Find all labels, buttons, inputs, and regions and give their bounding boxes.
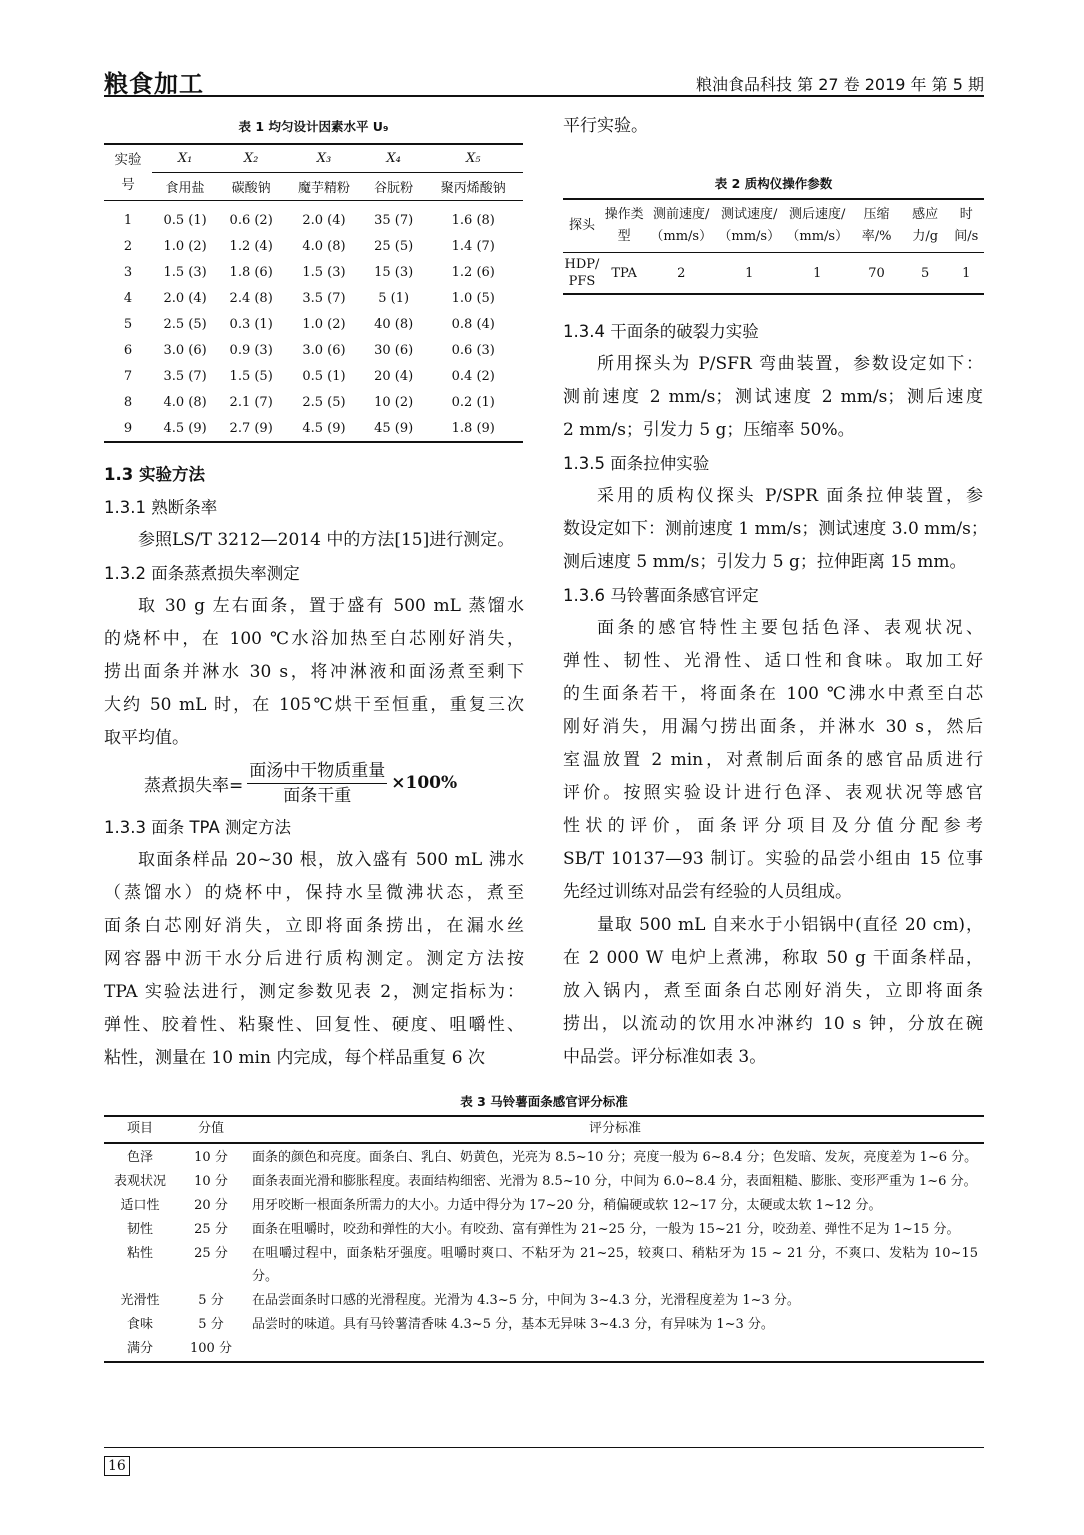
section-heading: 1.3.2 面条蒸煮损失率测定 [104,564,300,583]
table1-cell: 1.6 (8) [451,212,495,228]
table2-header: 测试速度/（mm/s） [718,207,781,244]
section-heading: 1.3.4 干面条的破裂力实验 [563,322,759,341]
paragraph-line: （蒸馏水）的烧杯中，保持水呈微沸状态，煮至 [104,883,524,903]
section-heading: 1.3.3 面条 TPA 测定方法 [104,818,291,837]
table3-score: 20 分 [194,1198,228,1213]
paragraph-line: 放入锅内，煮至面条白芯刚好消失，立即将面条 [563,981,983,1001]
table1-cell: 4.0 (8) [163,394,207,410]
table1-cell: 1.5 (3) [302,264,346,280]
table1-cell: 6 [123,342,133,358]
table3-score: 25 分 [194,1246,228,1261]
paragraph-line: 弹性、胶着性、粘聚性、回复性、硬度、咀嚼性、 [104,1015,524,1035]
table1-cell: 0.9 (3) [229,342,273,358]
table1-cell: 2.0 (4) [163,290,207,306]
table1-cell: 40 (8) [374,316,414,332]
table3-criteria [246,1337,984,1362]
paragraph-line: 的烧杯中，在 100 ℃水浴加热至白芯刚好消失， [104,629,524,649]
formula-fraction [247,759,387,808]
table1-cell: 5 [123,316,133,332]
table3-score: 25 分 [194,1222,228,1237]
table1-name-row [104,173,523,201]
table3-criteria: 面条表面光滑和膨胀程度。表面结构细密、光滑为 8.5~10 分，中间为 6.0~8.4 分，表面粗糙、膨胀、变形严重为 1~6 分。 [252,1174,977,1189]
table1-row [104,363,523,389]
table3-item: 光滑性 [120,1293,160,1308]
table1-row [104,415,523,442]
table1-factor-name: 魔芋精粉 [297,181,350,196]
table1-cell: 0.6 (2) [229,212,273,228]
table1-factor-name: 谷朊粉 [374,181,414,196]
table3-item: 食味 [126,1317,153,1332]
table3-score: 10 分 [194,1174,228,1189]
table2-caption: 表 2 质构仪操作参数 [714,176,833,191]
table1-cell: 2.7 (9) [229,420,273,436]
table1-cell: 3 [123,264,133,280]
paragraph-line: 在 2 000 W 电炉上煮沸，称取 50 g 干面条样品， [563,948,983,968]
table1-cell: 1.4 (7) [451,238,495,254]
paragraph-line: 先经过训练对品尝有经验的人员组成。 [563,882,852,902]
table3-item: 适口性 [120,1198,160,1213]
table3 [104,1115,984,1363]
table1-cell: 1.2 (6) [451,264,495,280]
table3-row [104,1194,984,1218]
table1-factor: X₂ [218,144,284,173]
table1-cell: 1.5 (3) [163,264,207,280]
paragraph-line: 所用探头为 P/SFR 弯曲装置，参数设定如下： [597,354,983,374]
table1-cell: 5 (1) [378,290,410,306]
table1-cell: 8 [123,394,133,410]
paragraph-line: 取平均值。 [104,728,189,748]
formula-denominator: 面条干重 [283,785,352,806]
table1-factor: X₄ [364,144,424,173]
table2-header: 感应力/g [912,207,939,244]
table1-cell: 2.4 (8) [229,290,273,306]
table1-cell: 9 [123,420,133,436]
table1-cell: 30 (6) [374,342,414,358]
table2-row [563,253,984,295]
table1-cell: 1 [123,212,133,228]
paragraph-line: 采用的质构仪探头 P/SPR 面条拉伸装置，参 [597,486,983,506]
table1-cell: 1.0 (5) [451,290,495,306]
table2-cell: 1 [813,265,822,281]
table1-cell: 1.5 (5) [229,368,273,384]
table1-row [104,201,523,234]
table2-cell: 2 [677,265,686,281]
table3-row [104,1143,984,1170]
table1-factor: X₁ [152,144,218,173]
section-heading: 1.3.6 马铃薯面条感官评定 [563,586,759,605]
table3-row [104,1242,984,1289]
table1-row [104,311,523,337]
table1-cell: 0.5 (1) [163,212,207,228]
table3-criteria: 在品尝面条时口感的光滑程度。光滑为 4.3~5 分，中间为 3~4.3 分，光滑程度差为 1~3 分。 [252,1293,800,1308]
table1-row-header: 实验号 [114,151,142,193]
table1-caption: 表 1 均匀设计因素水平 U₉ [238,119,389,134]
table3-criteria: 在咀嚼过程中，面条粘牙强度。咀嚼时爽口、不粘牙为 21~25，较爽口、稍粘牙为 15 ~ 21 分，不爽口、发粘为 10~15 分。 [252,1246,978,1284]
paragraph-line: 捞出面条并淋水 30 s，将冲淋液和面汤煮至剩下 [104,662,524,682]
table1-cell: 4 [123,290,133,306]
table1-cell: 0.6 (3) [451,342,495,358]
table1-cell: 4.0 (8) [302,238,346,254]
table3-score: 5 分 [198,1317,224,1332]
table2-cell: 1 [745,265,754,281]
table2-cell: HDP/PFS [564,257,600,289]
table1-cell: 3.0 (6) [163,342,207,358]
table1-factor-name: 碳酸钠 [231,181,271,196]
table1-cell: 0.2 (1) [451,394,495,410]
table1-row [104,285,523,311]
paragraph-line: 粘性，测量在 10 min 内完成，每个样品重复 6 次 [104,1048,485,1068]
table2-header: 操作类型 [604,207,644,244]
table1-cell: 0.5 (1) [302,368,346,384]
table2-header: 探头 [568,218,595,233]
table1-cell: 3.0 (6) [302,342,346,358]
table3-item: 粘性 [126,1246,153,1261]
table3-item: 色泽 [126,1150,153,1165]
table3-header-score: 分值 [197,1121,224,1136]
page-number: 16 [104,1456,130,1476]
paragraph-line: 测前速度 2 mm/s；测试速度 2 mm/s；测后速度 [563,387,983,407]
table1-factor-name: 食用盐 [165,181,205,196]
table1-row [104,233,523,259]
paragraph-line: 中品尝。评分标准如表 3。 [563,1047,767,1067]
table1-factor-row [104,144,523,173]
table2-header: 时间/s [954,207,979,244]
table3-item: 满分 [126,1341,153,1356]
table1-row [104,337,523,363]
table1-cell: 0.3 (1) [229,316,273,332]
table3-criteria: 品尝时的味道。具有马铃薯清香味 4.3~5 分，基本无异味 3~4.3 分，有异味为 1~3 分。 [252,1317,774,1332]
right-column-top [563,110,983,143]
table1-cell: 7 [123,368,133,384]
table1-cell: 25 (5) [374,238,414,254]
paragraph-line: 面条白芯刚好消失，立即将面条捞出，在漏水丝 [104,916,524,936]
table1 [104,143,523,443]
table3-criteria: 用牙咬断一根面条所需力的大小。力适中得分为 17~20 分，稍偏硬或软 12~17 分，太硬或太软 1~12 分。 [252,1198,882,1213]
formula-numerator: 面汤中干物质重量 [247,759,387,784]
table3-row [104,1170,984,1194]
table3-caption: 表 3 马铃薯面条感官评分标准 [460,1094,628,1109]
table1-cell: 4.5 (9) [163,420,207,436]
paragraph-line: 面条的感官特性主要包括色泽、表观状况、 [597,618,983,638]
right-column [563,315,988,1074]
table1-factor-name: 聚丙烯酸钠 [440,181,506,196]
table1-cell: 1.8 (6) [229,264,273,280]
table1-cell: 1.8 (9) [451,420,495,436]
paragraph-line: 弹性、韧性、光滑性、适口性和食味。取加工好 [563,651,983,671]
paragraph-line: 刚好消失，用漏勺捞出面条，并淋水 30 s，然后 [563,717,983,737]
table3-row [104,1313,984,1337]
left-column [104,458,524,1075]
table2-cell: TPA [611,265,637,281]
table1-cell: 3.5 (7) [302,290,346,306]
formula-lhs: 蒸煮损失率= [144,775,244,796]
paragraph-line: SB/T 10137—93 制订。实验的品尝小组由 15 位事 [563,849,983,869]
table2-header: 压缩率/% [861,207,892,244]
journal-section-title: 粮食加工 [104,70,204,98]
table1-row [104,389,523,415]
section-heading: 1.3.1 熟断条率 [104,498,218,517]
paragraph-line: 性状的评价，面条评分项目及分值分配参考 [563,816,983,836]
table3-score: 10 分 [194,1150,228,1165]
table3-row [104,1289,984,1313]
table2 [563,198,984,295]
table1-cell: 3.5 (7) [163,368,207,384]
paragraph-line: 室温放置 2 min，对煮制后面条的感官品质进行 [563,750,983,770]
formula-rhs: ×100% [391,773,458,793]
footer-rule [104,1447,984,1448]
table3-row [104,1337,984,1362]
loss-rate-formula [104,755,524,811]
section-heading: 1.3.5 面条拉伸实验 [563,454,710,473]
table1-cell: 1.0 (2) [302,316,346,332]
table3-score: 100 分 [190,1341,232,1356]
table1-cell: 2 [123,238,133,254]
paragraph-line: 测后速度 5 mm/s；引发力 5 g；拉伸距离 15 mm。 [563,552,967,572]
table3-criteria: 面条在咀嚼时，咬劲和弹性的大小。有咬劲、富有弹性为 21~25 分，一般为 15~21 分，咬劲差、弹性不足为 1~15 分。 [252,1222,960,1237]
paragraph-line: 量取 500 mL 自来水于小铝锅中(直径 20 cm)， [597,915,983,935]
table1-row [104,259,523,285]
section-heading: 1.3 实验方法 [104,465,205,484]
table1-cell: 0.4 (2) [451,368,495,384]
table1-cell: 10 (2) [374,394,414,410]
table2-cell: 5 [921,265,930,281]
table3-score: 5 分 [198,1293,224,1308]
table3-criteria: 面条的颜色和亮度。面条白、乳白、奶黄色，光亮为 8.5~10 分；亮度一般为 6~8.4 分；色发暗、发灰，亮度差为 1~6 分。 [252,1150,978,1165]
table3-row [104,1218,984,1242]
paragraph-line: 参照LS/T 3212—2014 中的方法[15]进行测定。 [138,530,515,550]
table2-header: 测后速度/（mm/s） [786,207,849,244]
table3-header-criteria: 评分标准 [588,1121,641,1136]
paragraph-line: 的生面条若干，将面条在 100 ℃沸水中煮至白芯 [563,684,983,704]
paragraph-line: 2 mm/s；引发力 5 g；压缩率 50%。 [563,420,855,440]
table1-cell: 0.8 (4) [451,316,495,332]
paragraph-line: 取面条样品 20~30 根，放入盛有 500 mL 沸水 [138,850,524,870]
table1-factor: X₃ [284,144,364,173]
table2-cell: 1 [962,265,971,281]
paragraph-line: 评价。按照实验设计进行色泽、表观状况等感官 [563,783,983,803]
paragraph-line: 捞出，以流动的饮用水冲淋约 10 s 钟，分放在碗 [563,1014,983,1034]
table1-cell: 2.0 (4) [302,212,346,228]
paragraph-line: 平行实验。 [563,116,648,136]
paragraph-line: 数设定如下：测前速度 1 mm/s；测试速度 3.0 mm/s； [563,519,988,539]
table1-cell: 45 (9) [374,420,414,436]
paragraph-line: 大约 50 mL 时，在 105℃烘干至恒重，重复三次 [104,695,524,715]
table2-header: 测前速度/（mm/s） [650,207,713,244]
table1-cell: 2.5 (5) [302,394,346,410]
table2-cell: 70 [868,265,885,281]
table1-cell: 1.2 (4) [229,238,273,254]
table3-item: 表观状况 [113,1174,166,1189]
table1-cell: 20 (4) [374,368,414,384]
table3-header-item: 项目 [126,1121,153,1136]
table1-factor: X₅ [424,144,523,173]
table1-cell: 1.0 (2) [163,238,207,254]
table2-header-row [563,199,984,253]
table1-cell: 2.1 (7) [229,394,273,410]
table1-cell: 35 (7) [374,212,414,228]
journal-issue-info: 粮油食品科技 第 27 卷 2019 年 第 5 期 [696,75,984,94]
table1-cell: 15 (3) [374,264,414,280]
header-rule [104,95,984,97]
table1-cell: 2.5 (5) [163,316,207,332]
paragraph-line: TPA 实验法进行，测定参数见表 2，测定指标为： [104,982,524,1002]
table3-item: 韧性 [126,1222,153,1237]
paragraph-line: 取 30 g 左右面条，置于盛有 500 mL 蒸馏水 [138,596,524,616]
table1-cell: 4.5 (9) [302,420,346,436]
paragraph-line: 网容器中沥干水分后进行质构测定。测定方法按 [104,949,524,969]
